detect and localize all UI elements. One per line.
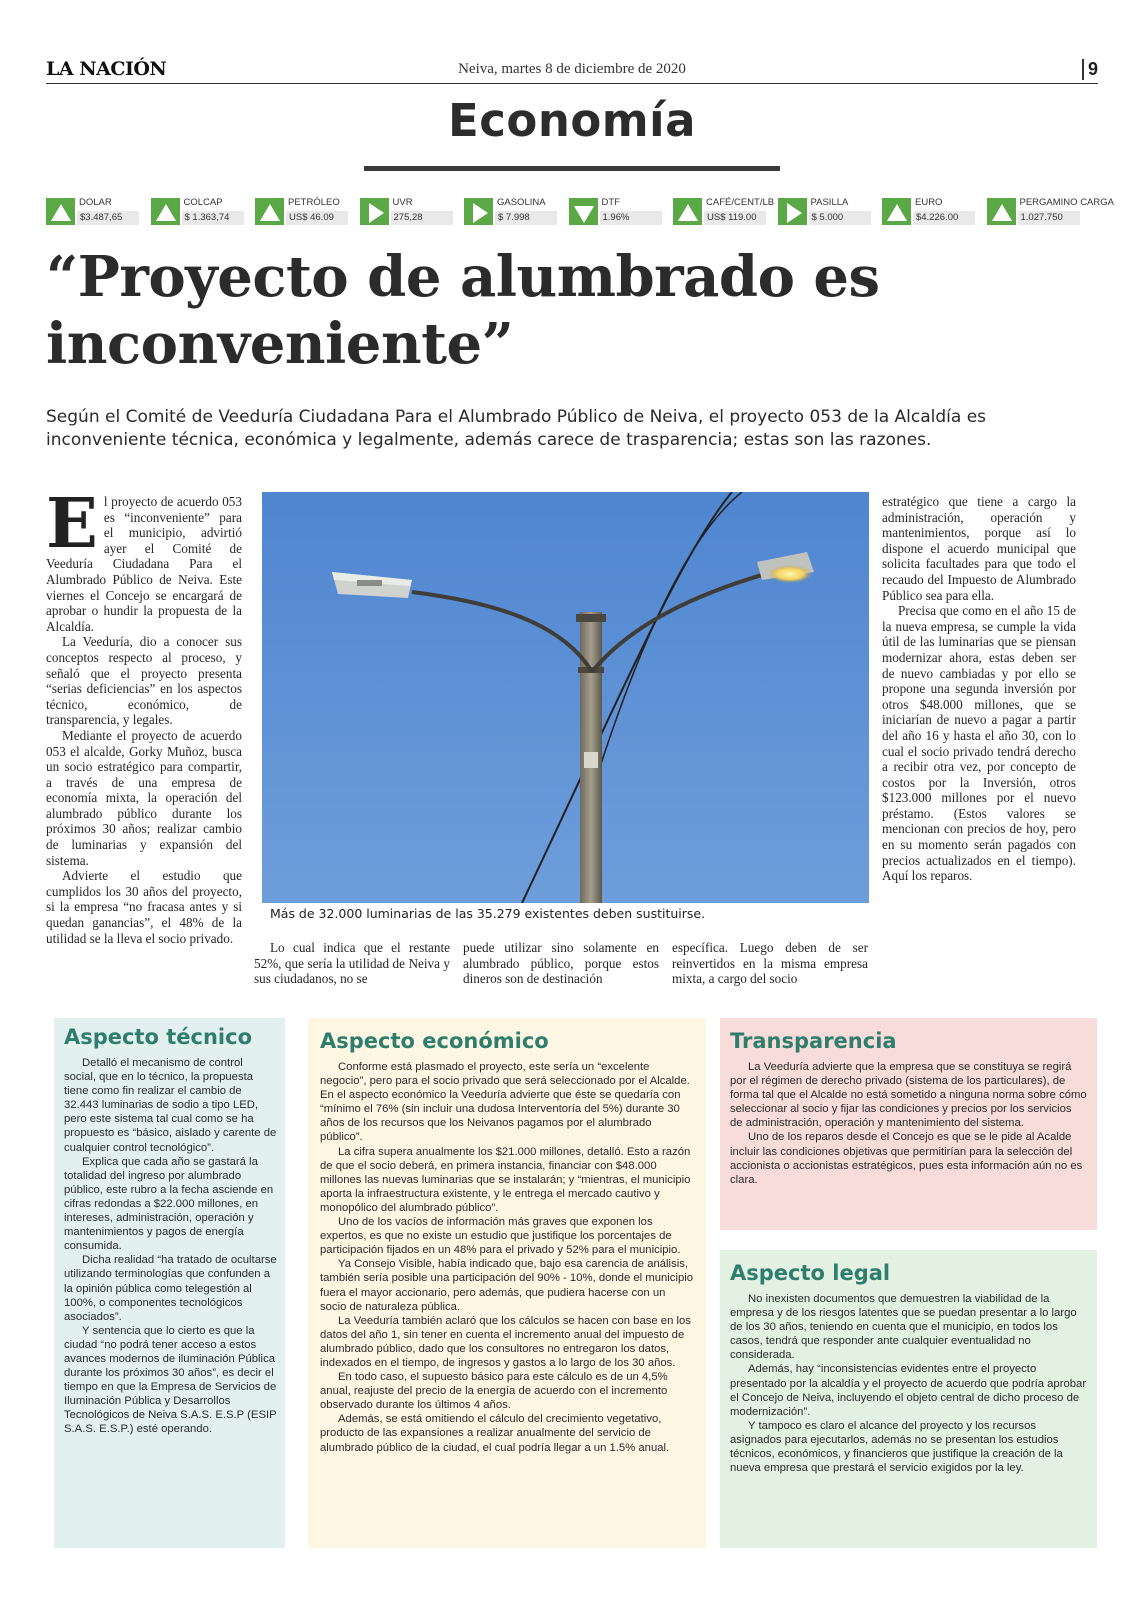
box-transparencia <box>720 1018 1097 1230</box>
indicator-name: CAFÉ/CENT/LB <box>706 197 775 208</box>
arrow-right-icon <box>360 198 389 225</box>
headline: “Proyecto de alumbrado es inconveniente” <box>46 244 880 377</box>
article-paragraph: La Veeduría, dio a conocer sus conceptos respecto al proceso, y señaló que el proyecto presenta “serias deficiencias” en los aspectos técnico, económico, de transparencia, y legales. <box>46 634 242 728</box>
dateline: Neiva, martes 8 de diciembre de 2020 <box>458 61 686 77</box>
box-paragraph: Ya Consejo Visible, había indicado que, bajo esa carencia de análisis, también sería posible una participación del 90% - 10%, donde el municipio fuera el mayor accionario, pero además, que pudiera hacerse con un socio de naturaleza pública. <box>320 1258 694 1313</box>
arrow-up-icon <box>151 198 180 225</box>
indicator-name: DOLAR <box>79 197 112 208</box>
indicator-value: $4.226.00 <box>913 211 975 225</box>
article-paragraph: Advierte el estudio que cumplidos los 30 años del proyecto, si la empresa “no fracasa antes y si quedan ganancias”, el 48% de la utilidad se la lleva el socio privado. <box>46 868 242 946</box>
indicator-name: GASOLINA <box>497 197 546 208</box>
article-column-2 <box>254 940 450 987</box>
box-title: Aspecto económico <box>320 1029 549 1053</box>
box-paragraph: Además, se está omitiendo el cálculo del crecimiento vegetativo, producto de las expansiones a realizar anualmente del servicio de alumbrado público de la ciudad, el cual podría llegar a un 1.5% anual. <box>320 1413 670 1454</box>
indicator-name: PASILLA <box>810 197 849 208</box>
indicator-name: EURO <box>915 197 943 208</box>
indicator-value: 275,28 <box>391 211 453 225</box>
box-paragraph: Dicha realidad “ha tratado de ocultarse utilizando terminologías que confunden a la opinión pública como telegestión al 100%, o componentes tecnológicos asociados”. <box>64 1254 277 1323</box>
arrow-right-icon <box>464 198 493 225</box>
box-title: Transparencia <box>730 1029 897 1053</box>
masthead <box>46 58 1098 84</box>
page-number: 9 <box>1082 59 1098 80</box>
photo-caption: Más de 32.000 luminarias de las 35.279 existentes deben sustituirse. <box>270 906 706 921</box>
box-paragraph: La cifra supera anualmente los $21.000 millones, detalló. Esto a razón de que el socio deberá, en primera instancia, financiar con $48.000 millones las nuevas luminarias que se instalarán; y “mientras, el municipio aporta la infraestructura existente, y le entrega el mercado cautivo y monopólico del alumbrado público”. <box>320 1145 691 1214</box>
box-aspecto-economico <box>308 1018 706 1548</box>
box-paragraph: Uno de los reparos desde el Concejo es que se le pide al Acalde incluir las condiciones objetivas que permitirían para la selección del accionista o accionistas estratégicos, pues esta información aún no es clara. <box>730 1131 1083 1186</box>
article-paragraph: puede utilizar sino solamente en alumbrado público, porque estos dineros son de destinación <box>463 940 659 987</box>
box-paragraph: Explica que cada año se gastará la totalidad del ingreso por alumbrado público, este rubro a la fecha asciende en cifras redondas a $22.000 millones, en intereses, administración, operación y mantenimientos y pagos de energía consumida. <box>64 1155 274 1253</box>
indicator-value: US$ 119.00 <box>704 211 766 225</box>
box-paragraph: La Veeduría también aclaró que los cálculos se hacen con base en los datos del año 1, sin tener en cuenta el incremento anual del impuesto de alumbrado público, dado que los consultores no entregaron los datos, indexados en el tiempo, de ingresos y gastos a lo largo de los 30 años. <box>320 1314 691 1369</box>
indicator-café-cent-lb <box>673 196 776 230</box>
article-column-5 <box>882 494 1076 884</box>
indicator-petróleo <box>255 196 358 230</box>
article-column-4 <box>672 940 868 987</box>
box-paragraph: En todo caso, el supuesto básico para este cálculo es de un 4,5% anual, reajuste del precio de la energía de acuerdo con el incremento observado durante los últimos 4 años. <box>320 1371 668 1412</box>
box-paragraph: Detalló el mecanismo de control social, que en lo técnico, la propuesta tiene como fin realizar el cambio de 32.443 luminarias de sodio a tipo LED, pero este sistema tal cual como se ha propuesto es “básico, aislado y carente de cualquier control tecnológico”. <box>64 1057 277 1154</box>
arrow-up-icon <box>255 198 284 225</box>
streetlight-photo <box>262 492 869 903</box>
arrow-up-icon <box>882 198 911 225</box>
arrow-up-icon <box>673 198 702 225</box>
indicator-dolar <box>46 196 149 230</box>
indicator-value: $3.487,65 <box>77 211 139 225</box>
article-paragraph: específica. Luego deben de ser reinvertidos en la misma empresa mixta, a cargo del socio <box>672 940 868 987</box>
indicator-gasolina <box>464 196 567 230</box>
indicator-value: $ 5.000 <box>809 211 871 225</box>
box-paragraph: Conforme está plasmado el proyecto, este sería un “excelente negocio”, pero para el socio privado que será seleccionado por el Alcalde. En el aspecto económico la Veeduría advierte que éste se quedaría con “mínimo el 76% (sin incluir una dudosa Interventoría del 5%) durante 30 años de los recursos que los Neivanos pagamos por el alumbrado público”. <box>320 1061 690 1144</box>
article-paragraph: Lo cual indica que el restante 52%, que sería la utilidad de Neiva y sus ciudadanos, no se <box>254 940 450 987</box>
box-aspecto-legal <box>720 1250 1097 1548</box>
indicator-pergamino-carga <box>987 196 1114 230</box>
box-paragraph: Y tampoco es claro el alcance del proyecto y los recursos asignados para ejecutarlos, además no se presentan los estudios técnicos, económicos, y financieros que justifique la creación de la nueva empresa que prestará el servicio exigidos por la ley. <box>730 1419 1063 1475</box>
indicator-value: $ 1.363,74 <box>182 211 244 225</box>
box-paragraph: Además, hay “inconsistencias evidentes entre el proyecto presentado por la alcaldía y el proyecto de acuerdo que podría aprobar el Concejo de Neiva, incluyendo el objeto central de dicho proceso de modernización”. <box>730 1363 1087 1418</box>
indicator-name: PERGAMINO CARGA <box>1019 197 1114 208</box>
indicator-name: DTF <box>601 197 620 208</box>
box-title: Aspecto técnico <box>64 1025 253 1049</box>
indicator-pasilla <box>778 196 881 230</box>
article-paragraph: l proyecto de acuerdo 053 es “inconveniente” para el municipio, advirtió ayer el Comité de Veeduría Ciudadana Para el Alumbrado Público de Neiva. Este viernes el Concejo se encargará de aprobar o hundir la propuesta de la Alcaldía. <box>46 494 242 634</box>
indicator-value: 1.96% <box>600 211 662 225</box>
box-paragraph: No inexisten documentos que demuestren la viabilidad de la empresa y de los riesgos latentes que se puedan presentar a lo largo de los 30 años, teniendo en cuenta que el municipio, en todos los casos, tendrá que responder ante cualquier eventualidad no considerada. <box>730 1293 1077 1362</box>
drop-cap: E <box>46 484 98 564</box>
box-paragraph: La Veeduría advierte que la empresa que se constituya se regirá por el régimen de derecho privado (sistema de los particulares), de forma tal que el Alcalde no está sometido a ninguna norma sobre cómo seleccionar al socio y fijar las condiciones y precios por los servicios de administración, operación y mantenimiento del sistema. <box>730 1061 1087 1130</box>
market-indicators <box>46 196 1114 230</box>
indicator-euro <box>882 196 985 230</box>
newspaper-logo: LA NACIÓN <box>46 58 167 80</box>
article-paragraph: Precisa que como en el año 15 de la nueva empresa, se cumple la vida útil de las luminarias que se piensan modernizar ahora, estas deben ser de nuevo cambiadas y por ello se propone una segunda inversión por otros $48.000 millones, que se iniciarían de nuevo a pagar a partir del año 16 y hasta el año 30, con lo cual el socio privado tendrá derecho a recibir otra vez, por concepto de costos por la Inversión, otros $123.000 millones por el nuevo préstamo. (Estos valores se mencionan con precios de hoy, pero en su momento serán pagados con precios actualizados en el tiempo). Aquí los reparos. <box>882 603 1076 884</box>
indicator-name: PETRÓLEO <box>288 197 340 208</box>
article-paragraph: Mediante el proyecto de acuerdo 053 el alcalde, Gorky Muñoz, busca un socio estratégico para compartir, a través de una empresa de economía mixta, la operación del alumbrado público durante los próximos 30 años; realizar cambio de luminarias y expansión del sistema. <box>46 727 242 868</box>
lead-paragraph: Según el Comité de Veeduría Ciudadana Para el Alumbrado Público de Neiva, el proyecto 053 de la Alcaldía es inconveniente técnica, económica y legalmente, además carece de trasparencia; estas son las razones. <box>46 407 987 450</box>
article-paragraph: estratégico que tiene a cargo la administración, operación y mantenimientos, porque así lo dispone el acuerdo municipal que solicita facultades para que todo el recaudo del Impuesto de Alumbrado Público sea para ella. <box>882 494 1076 603</box>
indicator-colcap <box>151 196 254 230</box>
box-aspecto-tecnico <box>54 1018 285 1548</box>
article-column-1 <box>46 484 242 946</box>
box-paragraph: Uno de los vacíos de información más graves que exponen los expertos, es que no existe un estudio que justifique los porcentajes de participación fijados en un 48% para el privado y 52% para el municipio. <box>320 1216 681 1257</box>
indicator-name: UVR <box>392 197 413 208</box>
arrow-right-icon <box>778 198 807 225</box>
indicator-dtf <box>569 196 672 230</box>
indicator-name: COLCAP <box>183 197 223 208</box>
indicator-value: 1.027.750 <box>1018 211 1080 225</box>
arrow-up-icon <box>46 198 75 225</box>
section-rule <box>364 166 780 171</box>
indicator-value: $ 7.998 <box>495 211 557 225</box>
indicator-value: US$ 46.09 <box>286 211 348 225</box>
indicator-uvr <box>360 196 463 230</box>
streetlight-illustration <box>262 492 869 903</box>
box-title: Aspecto legal <box>730 1261 891 1285</box>
section-title: Economía <box>448 94 696 147</box>
arrow-up-icon <box>987 198 1016 225</box>
arrow-down-icon <box>569 198 598 225</box>
article-column-3 <box>463 940 659 987</box>
box-paragraph: Y sentencia que lo cierto es que la ciudad “no podrá tener acceso a estos avances modernos de iluminación Pública durante los próximos 30 años”, es decir el tiempo en que la Empresa de Servicios de Iluminación Pública y Desarrollos Tecnológicos de Neiva S.A.S. E.S.P (ESIP S.A.S. E.S.P.) esté operando. <box>64 1324 277 1436</box>
